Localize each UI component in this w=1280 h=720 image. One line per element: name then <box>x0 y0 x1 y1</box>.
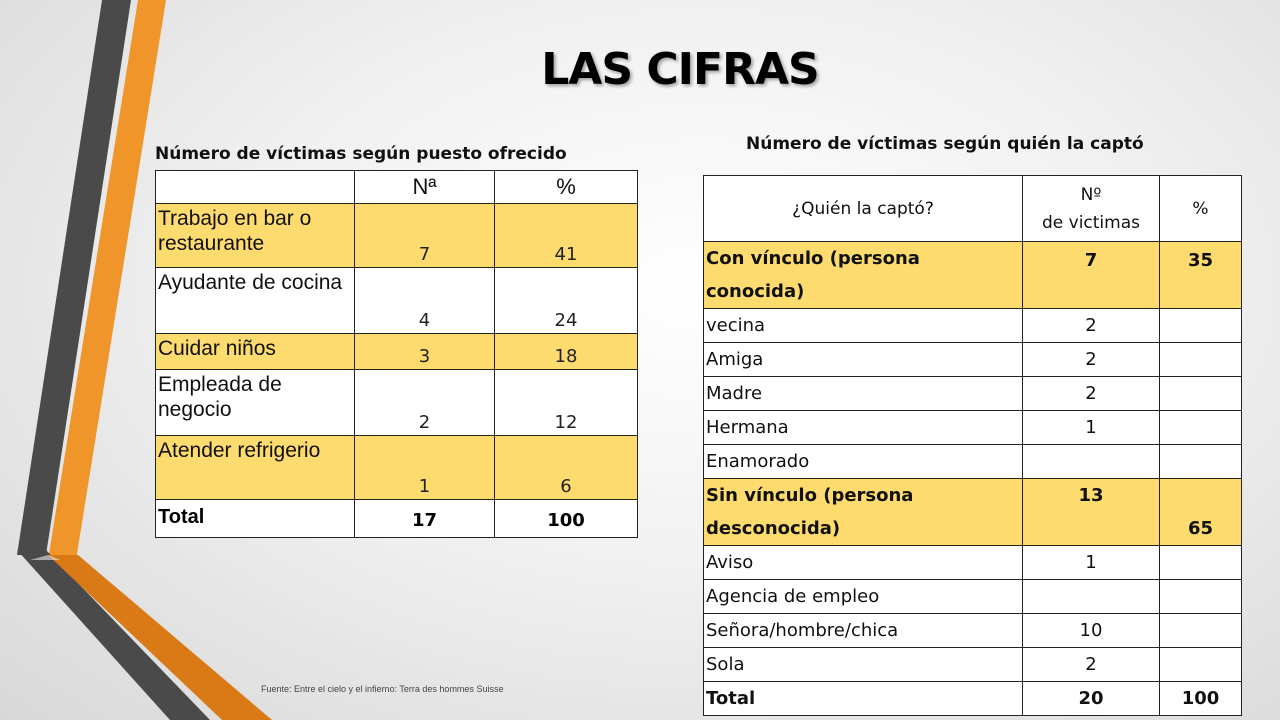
row-count <box>1023 445 1160 479</box>
row-count: 4 <box>355 268 495 334</box>
row-percent: 65 <box>1160 479 1242 546</box>
header-cell <box>1023 176 1160 242</box>
row-label: Trabajo en bar o restaurante <box>156 204 355 268</box>
row-label: Con vínculo (persona conocida) <box>704 242 1023 309</box>
row-label: Sin vínculo (persona desconocida) <box>704 479 1023 546</box>
row-percent <box>1160 648 1242 682</box>
table-row <box>704 614 1242 648</box>
table-row <box>704 343 1242 377</box>
header-cell: ¿Quién la captó? <box>704 176 1023 242</box>
table-header-row <box>156 171 638 204</box>
total-count: 20 <box>1023 682 1160 716</box>
total-label: Total <box>704 682 1023 716</box>
row-count: 1 <box>1023 411 1160 445</box>
row-percent: 41 <box>495 204 638 268</box>
total-count: 17 <box>355 500 495 538</box>
table-row <box>704 411 1242 445</box>
row-label: Enamorado <box>704 445 1023 479</box>
total-percent: 100 <box>495 500 638 538</box>
row-percent <box>1160 411 1242 445</box>
total-percent: 100 <box>1160 682 1242 716</box>
table-total-row <box>704 682 1242 716</box>
row-percent <box>1160 445 1242 479</box>
row-percent <box>1160 343 1242 377</box>
row-percent: 24 <box>495 268 638 334</box>
table-row <box>156 370 638 436</box>
row-label: Cuidar niños <box>156 334 355 370</box>
row-percent <box>1160 377 1242 411</box>
row-count: 2 <box>1023 309 1160 343</box>
header-cell: Nª <box>355 171 495 204</box>
row-label: Ayudante de cocina <box>156 268 355 334</box>
table-total-row <box>156 500 638 538</box>
row-count <box>1023 580 1160 614</box>
slide-title: LAS CIFRAS <box>541 44 819 95</box>
header-cell: % <box>495 171 638 204</box>
row-percent <box>1160 614 1242 648</box>
row-label: Amiga <box>704 343 1023 377</box>
row-label: Atender refrigerio <box>156 436 355 500</box>
row-label: vecina <box>704 309 1023 343</box>
table-row <box>156 268 638 334</box>
table-row <box>156 334 638 370</box>
row-label: Hermana <box>704 411 1023 445</box>
table-header-row <box>704 176 1242 242</box>
row-count: 2 <box>1023 343 1160 377</box>
table-row <box>704 479 1242 546</box>
table-row <box>704 546 1242 580</box>
header-count-line1: Nº <box>1080 184 1102 205</box>
row-label: Aviso <box>704 546 1023 580</box>
row-count: 10 <box>1023 614 1160 648</box>
row-count: 7 <box>1023 242 1160 309</box>
table-row <box>704 377 1242 411</box>
row-count: 2 <box>1023 648 1160 682</box>
row-percent <box>1160 546 1242 580</box>
row-percent: 12 <box>495 370 638 436</box>
row-count: 1 <box>355 436 495 500</box>
table-puesto <box>155 170 638 538</box>
row-count: 13 <box>1023 479 1160 546</box>
table-row <box>704 580 1242 614</box>
row-percent <box>1160 580 1242 614</box>
row-label: Señora/hombre/chica <box>704 614 1023 648</box>
row-count: 1 <box>1023 546 1160 580</box>
row-percent <box>1160 309 1242 343</box>
table-puesto-caption: Número de víctimas según puesto ofrecido <box>155 144 567 164</box>
table-row <box>156 436 638 500</box>
row-label: Madre <box>704 377 1023 411</box>
table-row <box>156 204 638 268</box>
header-cell <box>156 171 355 204</box>
row-percent: 18 <box>495 334 638 370</box>
table-row <box>704 309 1242 343</box>
row-label: Sola <box>704 648 1023 682</box>
header-cell: % <box>1160 176 1242 242</box>
total-label: Total <box>156 500 355 538</box>
table-row <box>704 648 1242 682</box>
header-count-line2: de victimas <box>1041 212 1140 233</box>
table-row <box>704 242 1242 309</box>
table-captador <box>703 175 1242 716</box>
table-captador-caption: Número de víctimas según quién la captó <box>746 134 1144 154</box>
row-percent: 35 <box>1160 242 1242 309</box>
source-note: Fuente: Entre el cielo y el infierno: Terra des hommes Suisse <box>261 684 504 694</box>
row-percent: 6 <box>495 436 638 500</box>
row-label: Empleada de negocio <box>156 370 355 436</box>
row-count: 7 <box>355 204 495 268</box>
row-count: 2 <box>355 370 495 436</box>
row-label: Agencia de empleo <box>704 580 1023 614</box>
row-count: 2 <box>1023 377 1160 411</box>
row-count: 3 <box>355 334 495 370</box>
table-row <box>704 445 1242 479</box>
